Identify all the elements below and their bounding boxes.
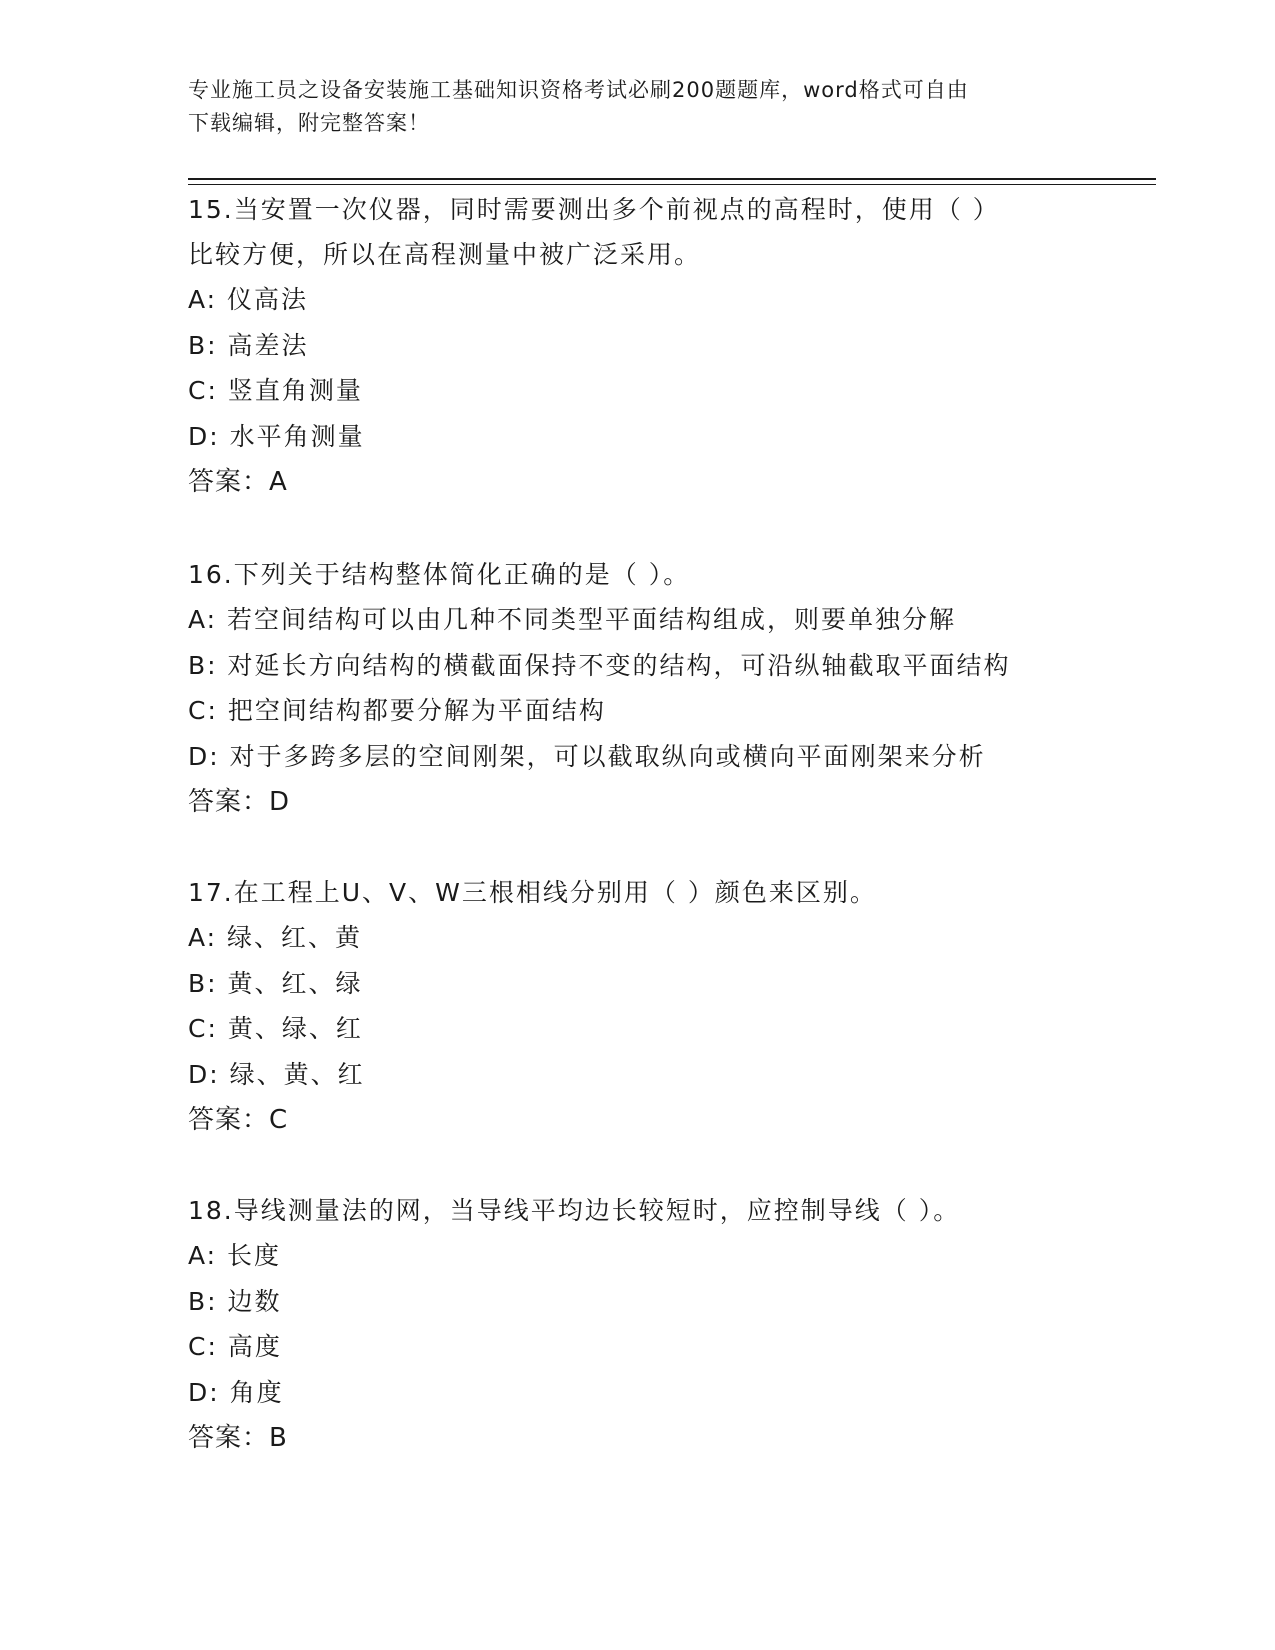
option-b: B: 边数 xyxy=(188,1286,282,1316)
question-18 xyxy=(188,1188,1148,1461)
option-a: A: 长度 xyxy=(188,1241,282,1270)
option-d: D: 绿、黄、红 xyxy=(188,1059,365,1089)
question-stem: 15.当安置一次仪器，同时需要测出多个前视点的高程时，使用（ ） xyxy=(188,195,1000,224)
header-title-line-2: 下载编辑，附完整答案！ xyxy=(188,111,430,135)
option-c: C: 黄、绿、红 xyxy=(188,1014,363,1043)
answer: 答案：A xyxy=(188,467,288,497)
option-b: B: 黄、红、绿 xyxy=(188,968,363,998)
answer: 答案：D xyxy=(188,787,291,817)
option-a: A: 仪高法 xyxy=(188,285,309,314)
question-16 xyxy=(188,552,1148,825)
option-c: C: 竖直角测量 xyxy=(188,376,363,405)
document-header xyxy=(188,74,1088,140)
question-stem: 17.在工程上U、V、W三根相线分别用（ ）颜色来区别。 xyxy=(188,878,877,907)
header-title-line-1: 专业施工员之设备安装施工基础知识资格考试必刷200题题库，word格式可自由 xyxy=(188,78,969,102)
option-c: C: 高度 xyxy=(188,1332,282,1361)
header-divider-thin xyxy=(188,184,1156,185)
question-stem: 16.下列关于结构整体简化正确的是（ ）。 xyxy=(188,560,691,589)
option-d: D: 角度 xyxy=(188,1377,284,1407)
option-b: B: 高差法 xyxy=(188,330,309,360)
answer: 答案：C xyxy=(188,1105,289,1135)
option-a: A: 绿、红、黄 xyxy=(188,923,363,952)
option-b: B: 对延长方向结构的横截面保持不变的结构，可沿纵轴截取平面结构 xyxy=(188,650,1011,680)
question-15 xyxy=(188,187,1148,505)
answer: 答案：B xyxy=(188,1423,288,1453)
option-c: C: 把空间结构都要分解为平面结构 xyxy=(188,696,606,725)
option-d: D: 水平角测量 xyxy=(188,421,365,451)
header-divider-thick xyxy=(188,178,1156,180)
option-d: D: 对于多跨多层的空间刚架，可以截取纵向或横向平面刚架来分析 xyxy=(188,741,986,771)
question-stem-continued: 比较方便，所以在高程测量中被广泛采用。 xyxy=(188,240,702,269)
option-a: A: 若空间结构可以由几种不同类型平面结构组成，则要单独分解 xyxy=(188,605,957,634)
question-17 xyxy=(188,870,1148,1143)
question-stem: 18.导线测量法的网，当导线平均边长较短时，应控制导线（ ）。 xyxy=(188,1196,961,1225)
